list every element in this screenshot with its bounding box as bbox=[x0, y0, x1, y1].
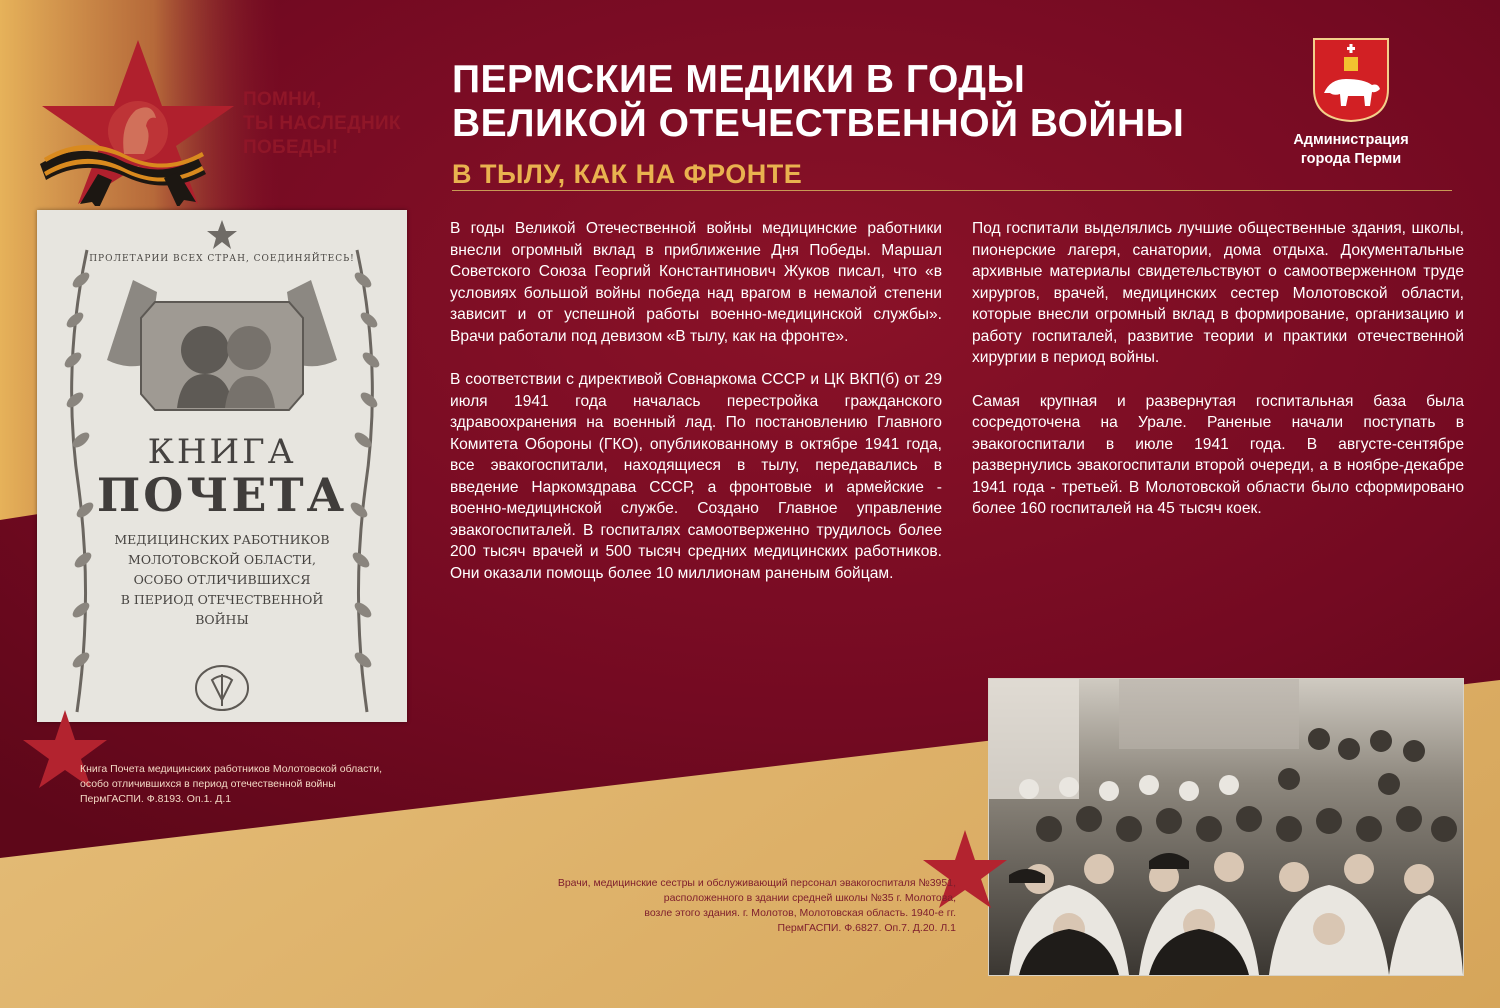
book-caption bbox=[80, 762, 382, 807]
caption-line: расположенного в здании средней школы №35 г. Молотова, bbox=[663, 892, 956, 904]
book-subtitle-line: ОСОБО ОТЛИЧИВШИХСЯ bbox=[133, 572, 311, 587]
title-divider bbox=[452, 190, 1452, 191]
caption-line: ПермГАСПИ. Ф.8193. Оп.1. Д.1 bbox=[80, 793, 232, 805]
book-slogan: ПРОЛЕТАРИИ ВСЕХ СТРАН, СОЕДИНЯЙТЕСЬ! bbox=[89, 254, 355, 264]
book-subtitle-line: МЕДИЦИНСКИХ РАБОТНИКОВ bbox=[114, 532, 330, 547]
text-column-right bbox=[972, 218, 1464, 542]
motto-line: ТЫ НАСЛЕДНИК bbox=[243, 113, 401, 134]
victory-star-icon bbox=[38, 36, 238, 206]
caption-line: возле этого здания. г. Молотов, Молотовская область. 1940-е гг. bbox=[644, 907, 956, 919]
text-column-left bbox=[450, 218, 942, 606]
caption-line: Книга Почета медицинских работников Молотовской области, bbox=[80, 763, 382, 775]
title-line: ПЕРМСКИЕ МЕДИКИ В ГОДЫ bbox=[452, 58, 1026, 101]
book-subtitle-line: МОЛОТОВСКОЙ ОБЛАСТИ, bbox=[128, 552, 316, 567]
photo-caption bbox=[520, 876, 956, 936]
caption-line: ПермГАСПИ. Ф.6827. Оп.7. Д.20. Л.1 bbox=[777, 922, 956, 934]
group-photo-image bbox=[989, 679, 1463, 975]
page-subtitle: В ТЫЛУ, КАК НА ФРОНТЕ bbox=[452, 159, 803, 189]
caption-line: особо отличившихся в период отечественной войны bbox=[80, 778, 336, 790]
book-title-line1: КНИГА bbox=[147, 432, 297, 472]
title-line: ВЕЛИКОЙ ОТЕЧЕСТВЕННОЙ ВОЙНЫ bbox=[452, 102, 1185, 145]
book-subtitle bbox=[97, 530, 347, 630]
archival-group-photo bbox=[988, 678, 1464, 976]
book-title-line2: ПОЧЕТА bbox=[96, 468, 348, 522]
caption-line: Врачи, медицинские сестры и обслуживающий персонал эвакогоспиталя №3951, bbox=[557, 877, 956, 889]
paragraph: В соответствии с директивой Совнаркома СССР и ЦК ВКП(б) от 29 июля 1941 года началась перестройка гражданского здравоохранения на военный лад. По постановлению Главного Комитета Обороны (ГКО), опубликованному в октябре 1941 года, все эвакогоспитали, находящиеся в тылу, передавались в введение Наркомздрава СССР, а фронтовые и армейские - военно-медицинской службе. Создано Главное управление эвакогоспиталей. В госпиталях самоотверженно трудилось более 200 тысяч врачей и 500 тысяч средних медицинских работников. Они оказали помощь более 10 миллионам раненым бойцам. bbox=[450, 371, 942, 582]
organization-name bbox=[1276, 131, 1426, 169]
org-line: Администрация bbox=[1293, 132, 1409, 148]
book-of-honor-cover bbox=[37, 210, 407, 722]
org-line: города Перми bbox=[1300, 151, 1402, 167]
paragraph: В годы Великой Отечественной войны медицинские работники внесли огромный вклад в приближение Дня Победы. Маршал Советского Союза Георгий Константинович Жуков писал, что «в условиях большой войны победа над врагом в немалой степени зависит и от успешной работы военно-медицинской службы». Врачи работали под девизом «В тылу, как на фронте». bbox=[450, 220, 942, 345]
motto-line: ПОМНИ, bbox=[243, 89, 322, 110]
perm-coat-of-arms-icon bbox=[1312, 37, 1390, 123]
paragraph: Под госпитали выделялись лучшие общественные здания, школы, пионерские лагеря, санатории, дома отдыха. Документальные архивные материалы свидетельствуют о самоотверженном труде хирургов, врачей, медицинских сестер Молотовской области, которые внесли огромный вклад в формирование, организацию и работу госпиталей, развитие теории и практики отечественной хирургии в период войны. bbox=[972, 220, 1464, 366]
paragraph: Самая крупная и развернутая госпитальная база была сосредоточена на Урале. Раненые начали поступать в эвакогоспитали в июле 1941 года. В августе-сентябре развернулись эвакогоспитали второй очереди, а в ноябре-декабре 1941 года - третьей. В Молотовской области было сформировано более 160 госпиталей на 45 тысяч коек. bbox=[972, 392, 1464, 517]
page-title bbox=[452, 58, 1282, 146]
motto bbox=[243, 88, 401, 160]
motto-line: ПОБЕДЫ! bbox=[243, 137, 339, 158]
book-subtitle-line: В ПЕРИОД ОТЕЧЕСТВЕННОЙ ВОЙНЫ bbox=[120, 592, 324, 627]
